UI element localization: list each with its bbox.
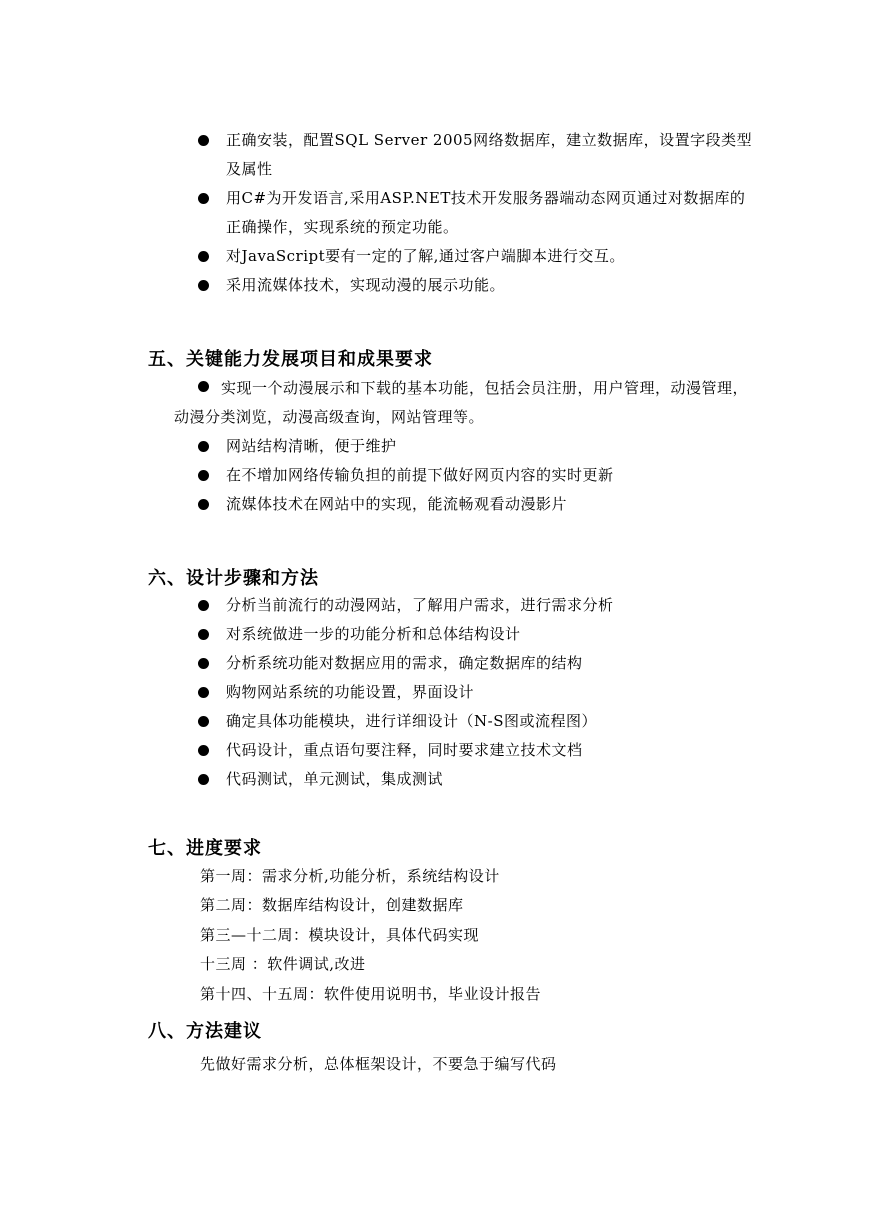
bullet-icon <box>198 135 209 146</box>
list-item <box>196 591 756 620</box>
bullet-text: 在不增加网络传输负担的前提下做好网页内容的实时更新 <box>226 466 614 484</box>
section8-heading: 八、方法建议 <box>148 1021 262 1042</box>
list-item <box>196 461 756 490</box>
bullet-icon <box>198 280 209 291</box>
bullet-text: 分析系统功能对数据应用的需求，确定数据库的结构 <box>226 654 583 672</box>
bullet-text: 采用流媒体技术，实现动漫的展示功能。 <box>226 276 506 294</box>
bullet-icon <box>198 499 209 510</box>
bullet-icon <box>198 745 209 756</box>
list-item <box>196 242 756 271</box>
list-item <box>196 271 756 300</box>
schedule-item: 第二周：数据库结构设计，创建数据库 <box>200 896 464 915</box>
bullet-icon <box>198 687 209 698</box>
list-item <box>196 620 756 649</box>
bullet-icon <box>198 193 209 204</box>
list-item <box>196 432 756 461</box>
list-item <box>196 678 756 707</box>
bullet-icon <box>198 629 209 640</box>
section5-lead-text: 实现一个动漫展示和下载的基本功能，包括会员注册，用户管理，动漫管理，动漫分类浏览，动漫高级查询，网站管理等。 <box>174 379 749 426</box>
list-item <box>196 649 756 678</box>
bullet-text: 流媒体技术在网站中的实现，能流畅观看动漫影片 <box>226 495 568 513</box>
bullet-icon <box>198 658 209 669</box>
bullet-text: 用C#为开发语言,采用ASP.NET技术开发服务器端动态网页通过对数据库的正确操作，实现系统的预定功能。 <box>226 189 746 236</box>
bullet-text: 确定具体功能模块，进行详细设计（N-S图或流程图） <box>226 712 597 730</box>
schedule-item: 十三周 ：软件调试,改进 <box>200 955 366 974</box>
section6-heading: 六、设计步骤和方法 <box>148 568 319 589</box>
bullet-text: 网站结构清晰，便于维护 <box>226 437 397 455</box>
bullet-text: 代码测试，单元测试，集成测试 <box>226 770 444 788</box>
section5-bullet-list <box>196 432 756 519</box>
schedule-item: 第一周：需求分析,功能分析，系统结构设计 <box>200 867 500 885</box>
bullet-icon <box>198 441 209 452</box>
list-item <box>196 126 756 184</box>
schedule-item: 第十四、十五周：软件使用说明书，毕业设计报告 <box>200 984 542 1003</box>
intro-bullet-list <box>196 126 756 300</box>
bullet-text: 购物网站系统的功能设置，界面设计 <box>226 683 475 701</box>
section5-lead-paragraph <box>174 374 756 432</box>
bullet-text: 对系统做进一步的功能分析和总体结构设计 <box>226 625 521 643</box>
section8-text: 先做好需求分析，总体框架设计，不要急于编写代码 <box>200 1055 557 1073</box>
bullet-icon <box>198 381 209 392</box>
list-item <box>196 184 756 242</box>
bullet-text: 正确安装，配置SQL Server 2005网络数据库，建立数据库，设置字段类型及属性 <box>226 131 753 178</box>
list-item <box>196 707 756 736</box>
bullet-text: 对JavaScript要有一定的了解,通过客户端脚本进行交互。 <box>226 247 625 265</box>
bullet-text: 代码设计，重点语句要注释，同时要求建立技术文档 <box>226 741 583 759</box>
bullet-icon <box>198 600 209 611</box>
section6-bullet-list <box>196 591 756 794</box>
bullet-icon <box>198 716 209 727</box>
section5-heading: 五、关键能力发展项目和成果要求 <box>148 349 433 370</box>
schedule-list <box>200 862 541 1009</box>
bullet-icon <box>198 470 209 481</box>
section7-heading: 七、进度要求 <box>148 838 262 859</box>
bullet-icon <box>198 774 209 785</box>
schedule-item: 第三—十二周：模块设计，具体代码实现 <box>200 925 480 944</box>
list-item <box>196 490 756 519</box>
list-item <box>196 765 756 794</box>
bullet-icon <box>198 251 209 262</box>
list-item <box>196 736 756 765</box>
bullet-text: 分析当前流行的动漫网站，了解用户需求，进行需求分析 <box>226 596 614 614</box>
